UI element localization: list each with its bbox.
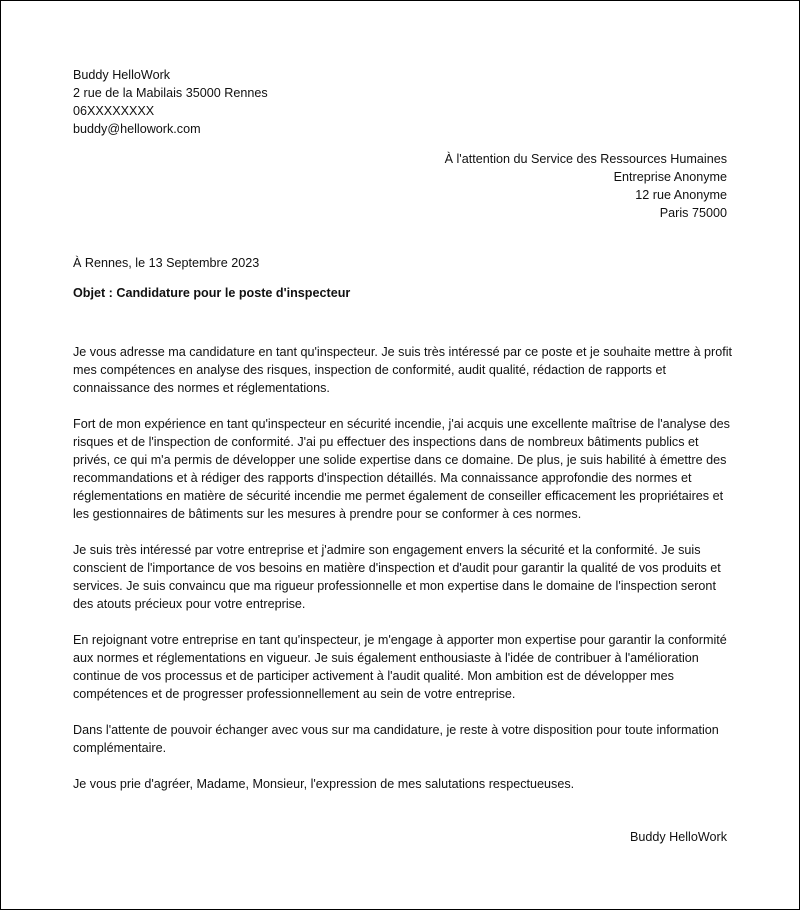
body-paragraph-intro: Je vous adresse ma candidature en tant qu'inspecteur. Je suis très intéressé par ce poste et je souhaite mettre à profit mes compétences en analyse des risques, inspection de conformité, audit qualité, rédaction de rapports et connaissance des normes et réglementations. (73, 345, 733, 395)
signature: Buddy HelloWork (629, 830, 727, 844)
letter-body (73, 343, 733, 811)
recipient-attention: À l'attention du Service des Ressources Humaines (444, 152, 727, 166)
recipient-street: 12 rue Anonyme (635, 188, 727, 202)
body-paragraph-closing: Je vous prie d'agréer, Madame, Monsieur, l'expression de mes salutations respectueuses. (73, 777, 575, 791)
letter-date: À Rennes, le 13 Septembre 2023 (73, 256, 260, 270)
sender-address: 2 rue de la Mabilais 35000 Rennes (73, 86, 268, 100)
body-paragraph-company-interest: Je suis très intéressé par votre entreprise et j'admire son engagement envers la sécurité et la conformité. Je suis conscient de l'importance de vos besoins en matière d'inspection et d'audit pour garantir la qualité de vos produits et services. Je suis convaincu que ma rigueur professionnelle et mon expertise dans le domaine de l'inspection seront des atouts précieux pour votre entreprise. (73, 543, 721, 611)
sender-block (73, 66, 268, 138)
letter-subject: Objet : Candidature pour le poste d'inspecteur (73, 286, 351, 300)
sender-phone: 06XXXXXXXX (73, 104, 155, 118)
body-paragraph-experience: Fort de mon expérience en tant qu'inspecteur en sécurité incendie, j'ai acquis une excellente maîtrise de l'analyse des risques et de l'inspection de conformité. J'ai pu effectuer des inspections dans de nombreux bâtiments publics et privés, ce qui m'a permis de développer une solide expertise dans ce domaine. De plus, je suis habilité à émettre des recommandations et à rédiger des rapports d'inspection détaillés. Ma connaissance approfondie des normes et réglementations en matière de sécurité incendie me permet également de conseiller efficacement les propriétaires et les gestionnaires de bâtiments sur les mesures à prendre pour se conformer à ces normes. (73, 417, 730, 521)
recipient-company: Entreprise Anonyme (613, 170, 727, 184)
body-paragraph-commitment: En rejoignant votre entreprise en tant qu'inspecteur, je m'engage à apporter mon expertise pour garantir la conformité aux normes et réglementations en vigueur. Je suis également enthousiaste à l'idée de contribuer à l'amélioration continue de vos processus et de participer activement à l'audit qualité. Mon ambition est de développer mes compétences et de progresser professionnellement au sein de votre entreprise. (73, 633, 727, 701)
recipient-block (445, 150, 727, 222)
sender-email: buddy@hellowork.com (73, 122, 201, 136)
body-paragraph-availability: Dans l'attente de pouvoir échanger avec vous sur ma candidature, je reste à votre disposition pour toute information complémentaire. (73, 723, 719, 755)
sender-name: Buddy HelloWork (73, 68, 171, 82)
recipient-city: Paris 75000 (659, 206, 727, 220)
